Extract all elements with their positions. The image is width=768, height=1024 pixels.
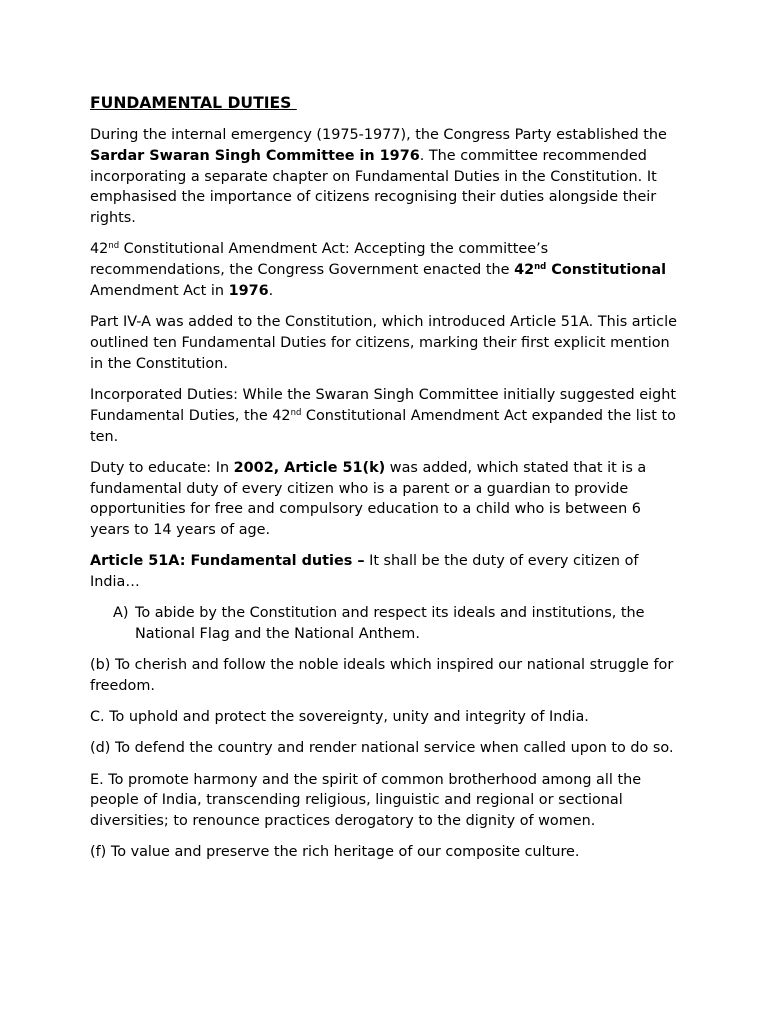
paragraph-incorporated-text-2: Constitutional Amendment Act expanded the list to ten. — [90, 407, 676, 445]
paragraph-amendment-bold-3: 1976 — [228, 282, 269, 299]
paragraph-incorporated-duties — [90, 385, 680, 447]
duty-item-e: E. To promote harmony and the spirit of common brotherhood among all the people of India, transcending religious, linguistic and regional or sectional diversities; to renounce practices derogatory to the dignity of women. — [90, 771, 642, 830]
paragraph-article-bold-1: Article 51A: Fundamental duties – — [90, 553, 365, 570]
duty-item-b: (b) To cherish and follow the noble ideals which inspired our national struggle for freedom. — [90, 657, 674, 695]
paragraph-article-51a — [90, 551, 680, 593]
paragraph-amendment-bold-1: 42 — [514, 262, 535, 279]
paragraph-amendment-text-3: Amendment Act in — [90, 282, 229, 299]
paragraph-committee-bold-1: Sardar Swaran Singh Committee in 1976 — [90, 147, 420, 164]
paragraph-amendment-bold-2: Constitutional — [546, 262, 667, 279]
paragraph-educate-bold-1: 2002, Article 51(k) — [233, 459, 386, 476]
document-title: FUNDAMENTAL DUTIES — [90, 94, 297, 112]
paragraph-amendment-act — [90, 239, 680, 301]
paragraph-amendment-text-4: . — [268, 282, 274, 299]
duty-item-a — [113, 603, 680, 645]
paragraph-committee-text-1: During the internal emergency (1975-1977), the Congress Party established the — [90, 127, 667, 143]
duty-item-c: C. To uphold and protect the sovereignty, unity and integrity of India. — [90, 709, 589, 726]
document-page — [90, 92, 680, 874]
duty-item-a-marker: A) — [113, 605, 129, 622]
paragraph-amendment-text-1: 42 — [90, 241, 109, 258]
duty-item-a-text: To abide by the Constitution and respect its ideals and institutions, the National Flag and the National Anthem. — [135, 605, 645, 643]
paragraph-committee-text-2: . The committee recommended incorporating a separate chapter on Fundamental Duties in the Constitution. It emphasised the importance of citizens recognising their duties alongside their rights. — [90, 147, 657, 227]
paragraph-amendment-sup-1: nd — [108, 241, 120, 252]
paragraph-article-text-1: It shall be the duty of every citizen of India… — [90, 553, 639, 591]
paragraph-committee — [90, 125, 680, 229]
duty-item-f: (f) To value and preserve the rich heritage of our composite culture. — [90, 844, 580, 861]
paragraph-educate-text-2: was added, which stated that it is a fundamental duty of every citizen who is a parent or a guardian to provide opportunities for free and compulsory education to a child who is between 6 years to 14 years of age. — [90, 459, 647, 539]
paragraph-educate-text-1: Duty to educate: In — [90, 459, 234, 476]
paragraph-incorporated-sup-1: nd — [290, 407, 302, 418]
paragraph-part-iva: Part IV-A was added to the Constitution, which introduced Article 51A. This article outlined ten Fundamental Duties for citizens, marking their first explicit mention in the Constitution. — [90, 314, 677, 372]
paragraph-amendment-bold-sup: nd — [534, 262, 547, 273]
paragraph-duty-to-educate — [90, 458, 680, 541]
duty-item-d: (d) To defend the country and render national service when called upon to do so. — [90, 740, 674, 757]
paragraph-amendment-text-2: Constitutional Amendment Act: Accepting the committee’s recommendations, the Congress Government enacted the — [90, 241, 549, 279]
paragraph-incorporated-text-1: Incorporated Duties: While the Swaran Singh Committee initially suggested eight Fundamental Duties, the 42 — [90, 386, 677, 424]
